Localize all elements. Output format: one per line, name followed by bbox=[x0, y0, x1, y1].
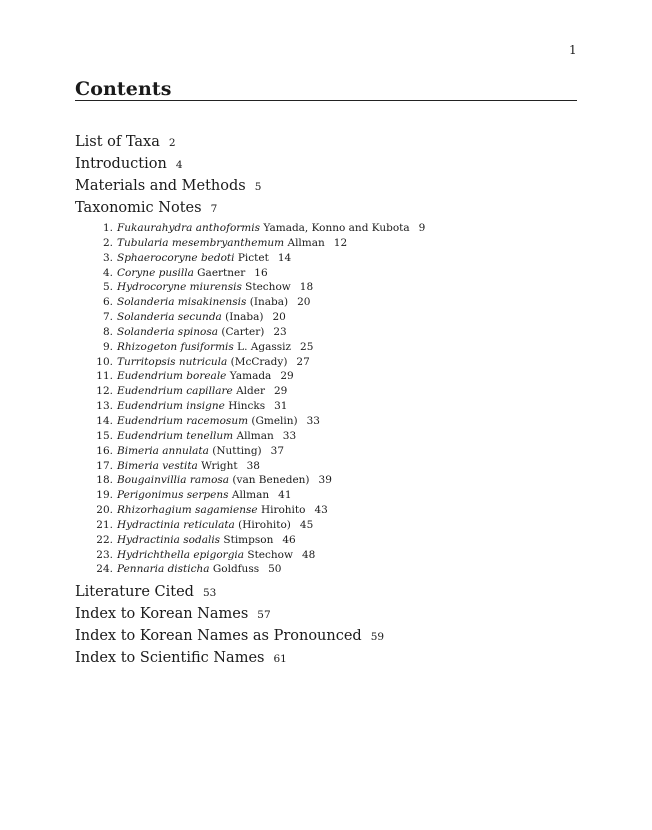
taxon-text bbox=[117, 280, 313, 295]
toc-entry-page: 7 bbox=[210, 203, 218, 215]
taxon-species: Coryne pusilla bbox=[117, 266, 194, 279]
taxon-text bbox=[117, 221, 425, 236]
taxon-page: 27 bbox=[296, 355, 310, 368]
taxon-page: 14 bbox=[277, 251, 292, 264]
toc-entry-page: 53 bbox=[202, 587, 217, 599]
taxon-number: 8. bbox=[102, 325, 113, 338]
toc-entry-label: Index to Korean Names bbox=[75, 606, 249, 622]
taxon-number: 5. bbox=[102, 281, 113, 294]
taxon-entry[interactable] bbox=[75, 221, 595, 236]
taxon-entry[interactable] bbox=[75, 310, 595, 325]
taxon-species: Hydractinia reticulata bbox=[117, 518, 235, 531]
taxon-page: 25 bbox=[300, 340, 314, 353]
toc-entry-page: 5 bbox=[254, 181, 262, 193]
taxon-page: 33 bbox=[306, 414, 320, 427]
taxon-page: 16 bbox=[254, 266, 268, 279]
taxon-page: 33 bbox=[282, 429, 297, 442]
taxon-author: (Inaba) bbox=[249, 296, 289, 309]
taxon-author: (Inaba) bbox=[225, 311, 264, 324]
taxon-text bbox=[117, 310, 286, 325]
taxon-entry[interactable] bbox=[75, 340, 595, 355]
toc-entry-label: Index to Korean Names as Pronounced bbox=[75, 628, 362, 644]
taxon-text bbox=[117, 429, 296, 444]
taxon-author: (Gmelin) bbox=[251, 414, 298, 427]
taxon-text bbox=[117, 473, 332, 488]
taxon-species: Rhizorhagium sagamiense bbox=[117, 504, 258, 517]
taxon-entry[interactable] bbox=[75, 488, 595, 503]
taxon-species: Fukaurahydra anthoformis bbox=[117, 222, 261, 234]
toc-entry-index-korean-names-pronounced[interactable] bbox=[75, 625, 384, 647]
taxon-text bbox=[117, 355, 310, 370]
taxon-page: 41 bbox=[278, 489, 292, 502]
taxon-species: Pennaria disticha bbox=[117, 563, 210, 576]
taxon-entry[interactable] bbox=[75, 518, 595, 533]
taxon-entry[interactable] bbox=[75, 533, 595, 548]
taxon-text bbox=[117, 266, 268, 281]
taxon-author: Alder bbox=[236, 385, 265, 398]
taxon-species: Hydrichthella epigorgia bbox=[117, 548, 245, 561]
taxon-author: Hirohito bbox=[260, 504, 306, 517]
taxon-author: Stimpson bbox=[223, 533, 274, 546]
taxon-text bbox=[117, 251, 291, 266]
taxon-species: Perigonimus serpens bbox=[117, 489, 229, 502]
taxon-page: 50 bbox=[268, 563, 282, 576]
toc-entry-introduction[interactable] bbox=[75, 153, 261, 175]
taxon-author: Stechow bbox=[247, 548, 293, 561]
taxon-number: 20. bbox=[96, 504, 113, 517]
taxon-entry[interactable] bbox=[75, 384, 595, 399]
taxon-entry[interactable] bbox=[75, 444, 595, 459]
taxon-number: 7. bbox=[102, 311, 113, 324]
toc-entry-label: Literature Cited bbox=[75, 584, 194, 600]
taxon-number: 4. bbox=[102, 266, 113, 279]
taxon-entry[interactable] bbox=[75, 414, 595, 429]
taxon-number: 11. bbox=[96, 370, 113, 383]
taxon-number: 3. bbox=[102, 251, 113, 264]
taxon-number: 13. bbox=[96, 400, 113, 413]
taxon-entry[interactable] bbox=[75, 399, 595, 414]
taxon-species: Solanderia spinosa bbox=[117, 325, 219, 338]
taxon-page: 43 bbox=[314, 504, 328, 517]
taxon-text bbox=[117, 533, 296, 548]
taxon-entry[interactable] bbox=[75, 562, 595, 577]
taxon-page: 31 bbox=[274, 400, 288, 413]
taxon-entry[interactable] bbox=[75, 503, 595, 518]
taxon-entry[interactable] bbox=[75, 236, 595, 251]
toc-entry-materials-and-methods[interactable] bbox=[75, 175, 261, 197]
toc-entry-list-of-taxa[interactable] bbox=[75, 131, 261, 153]
taxon-species: Solanderia secunda bbox=[117, 311, 222, 324]
taxon-entry[interactable] bbox=[75, 369, 595, 384]
taxon-author: Pictet bbox=[237, 251, 269, 264]
taxon-species: Turritopsis nutricula bbox=[117, 355, 228, 368]
taxon-text bbox=[117, 488, 292, 503]
toc-entry-label: Introduction bbox=[75, 156, 167, 172]
taxon-entry[interactable] bbox=[75, 266, 595, 281]
taxon-entry[interactable] bbox=[75, 473, 595, 488]
taxon-page: 9 bbox=[418, 222, 426, 234]
taxon-text bbox=[117, 414, 320, 429]
taxon-species: Solanderia misakinensis bbox=[117, 296, 247, 309]
taxon-entry[interactable] bbox=[75, 355, 595, 370]
taxon-text bbox=[117, 562, 281, 577]
taxon-page: 12 bbox=[333, 236, 348, 249]
taxon-author: (McCrady) bbox=[230, 355, 288, 368]
taxon-text bbox=[117, 459, 260, 474]
taxon-author: L. Agassiz bbox=[237, 340, 292, 353]
taxon-number: 23. bbox=[96, 548, 113, 561]
taxon-author: Stechow bbox=[245, 281, 291, 294]
taxon-number: 19. bbox=[96, 489, 113, 502]
toc-main-entries-bottom bbox=[75, 581, 384, 669]
taxon-species: Eudendrium tenellum bbox=[117, 429, 234, 442]
taxon-entry[interactable] bbox=[75, 548, 595, 563]
taxon-text bbox=[117, 518, 313, 533]
toc-entry-label: Index to Scientific Names bbox=[75, 650, 265, 666]
toc-entry-page: 4 bbox=[175, 159, 183, 171]
toc-entry-page: 57 bbox=[257, 609, 271, 621]
taxon-species: Eudendrium insigne bbox=[117, 400, 225, 413]
taxon-page: 48 bbox=[301, 548, 316, 561]
taxon-text bbox=[117, 236, 347, 251]
taxon-number: 12. bbox=[96, 385, 113, 398]
toc-entry-page: 2 bbox=[168, 137, 176, 149]
taxon-entry[interactable] bbox=[75, 295, 595, 310]
taxon-author: Hincks bbox=[228, 400, 266, 413]
taxon-species: Bimeria vestita bbox=[117, 459, 198, 472]
taxon-page: 29 bbox=[273, 385, 288, 398]
taxon-author: Yamada, Konno and Kubota bbox=[263, 222, 410, 234]
taxon-author: Allman bbox=[236, 429, 274, 442]
taxon-number: 16. bbox=[96, 444, 113, 457]
taxon-text bbox=[117, 399, 288, 414]
taxon-author: (Hirohito) bbox=[238, 518, 291, 531]
taxon-author: Wright bbox=[201, 459, 238, 472]
title-rule bbox=[75, 100, 577, 101]
toc-entry-literature-cited[interactable] bbox=[75, 581, 384, 603]
toc-entry-index-korean-names[interactable] bbox=[75, 603, 384, 625]
taxon-page: 39 bbox=[318, 474, 332, 487]
taxon-species: Sphaerocoryne bedoti bbox=[117, 251, 235, 264]
taxon-text bbox=[117, 340, 313, 355]
taxon-number: 17. bbox=[96, 459, 113, 472]
taxon-author: Allman bbox=[231, 489, 270, 502]
taxon-species: Rhizogeton fusiformis bbox=[117, 340, 234, 353]
taxon-entry[interactable] bbox=[75, 429, 595, 444]
toc-main-entries-top bbox=[75, 131, 261, 219]
taxon-page: 37 bbox=[270, 444, 285, 457]
taxon-number: 6. bbox=[102, 296, 113, 309]
taxon-text bbox=[117, 369, 294, 384]
taxon-number: 2. bbox=[102, 236, 113, 249]
taxon-page: 46 bbox=[282, 533, 296, 546]
taxon-text bbox=[117, 325, 287, 340]
taxon-entry[interactable] bbox=[75, 325, 595, 340]
taxon-number: 15. bbox=[96, 429, 113, 442]
toc-entry-label: Materials and Methods bbox=[75, 178, 246, 194]
taxon-species: Tubularia mesembryanthemum bbox=[117, 236, 285, 249]
toc-entry-taxonomic-notes[interactable] bbox=[75, 197, 261, 219]
page-title: Contents bbox=[75, 78, 172, 100]
taxon-number: 18. bbox=[96, 474, 113, 487]
taxon-number: 14. bbox=[96, 414, 113, 427]
taxon-author: Goldfuss bbox=[212, 563, 260, 576]
taxon-entry[interactable] bbox=[75, 251, 595, 266]
taxon-species: Bougainvillia ramosa bbox=[117, 474, 230, 487]
taxon-number: 10. bbox=[96, 355, 113, 368]
toc-entry-index-scientific-names[interactable] bbox=[75, 647, 384, 669]
toc-entry-label: List of Taxa bbox=[75, 134, 160, 150]
taxon-text bbox=[117, 503, 328, 518]
taxon-author: (Nutting) bbox=[212, 444, 262, 457]
taxon-entry[interactable] bbox=[75, 280, 595, 295]
taxa-list bbox=[75, 221, 595, 577]
taxon-page: 20 bbox=[297, 296, 311, 309]
taxon-number: 9. bbox=[102, 340, 113, 353]
toc-entry-label: Taxonomic Notes bbox=[75, 200, 202, 216]
page-number: 1 bbox=[569, 43, 577, 57]
taxon-entry[interactable] bbox=[75, 459, 595, 474]
taxon-text bbox=[117, 384, 287, 399]
taxon-page: 29 bbox=[280, 370, 294, 383]
taxon-text bbox=[117, 444, 284, 459]
taxon-species: Eudendrium boreale bbox=[117, 370, 227, 383]
taxon-species: Eudendrium racemosum bbox=[117, 414, 249, 427]
taxon-species: Bimeria annulata bbox=[117, 444, 209, 457]
taxon-species: Hydractinia sodalis bbox=[117, 533, 221, 546]
taxon-page: 45 bbox=[299, 518, 314, 531]
taxon-page: 18 bbox=[299, 281, 314, 294]
toc-entry-page: 59 bbox=[370, 631, 385, 643]
taxon-number: 24. bbox=[96, 563, 113, 576]
taxon-text bbox=[117, 295, 310, 310]
taxon-page: 20 bbox=[272, 311, 286, 324]
taxon-author: (van Beneden) bbox=[232, 474, 310, 487]
taxon-species: Eudendrium capillare bbox=[117, 385, 233, 398]
taxon-text bbox=[117, 548, 315, 563]
taxon-author: Gaertner bbox=[197, 266, 246, 279]
taxon-author: Yamada bbox=[229, 370, 272, 383]
toc-entry-page: 61 bbox=[273, 653, 287, 665]
taxon-number: 1. bbox=[102, 222, 113, 234]
taxon-author: (Carter) bbox=[221, 325, 265, 338]
taxon-number: 22. bbox=[96, 533, 113, 546]
taxon-page: 23 bbox=[273, 325, 287, 338]
taxon-author: Allman bbox=[287, 236, 325, 249]
taxon-species: Hydrocoryne miurensis bbox=[117, 281, 242, 294]
taxon-page: 38 bbox=[246, 459, 260, 472]
taxon-number: 21. bbox=[96, 518, 113, 531]
